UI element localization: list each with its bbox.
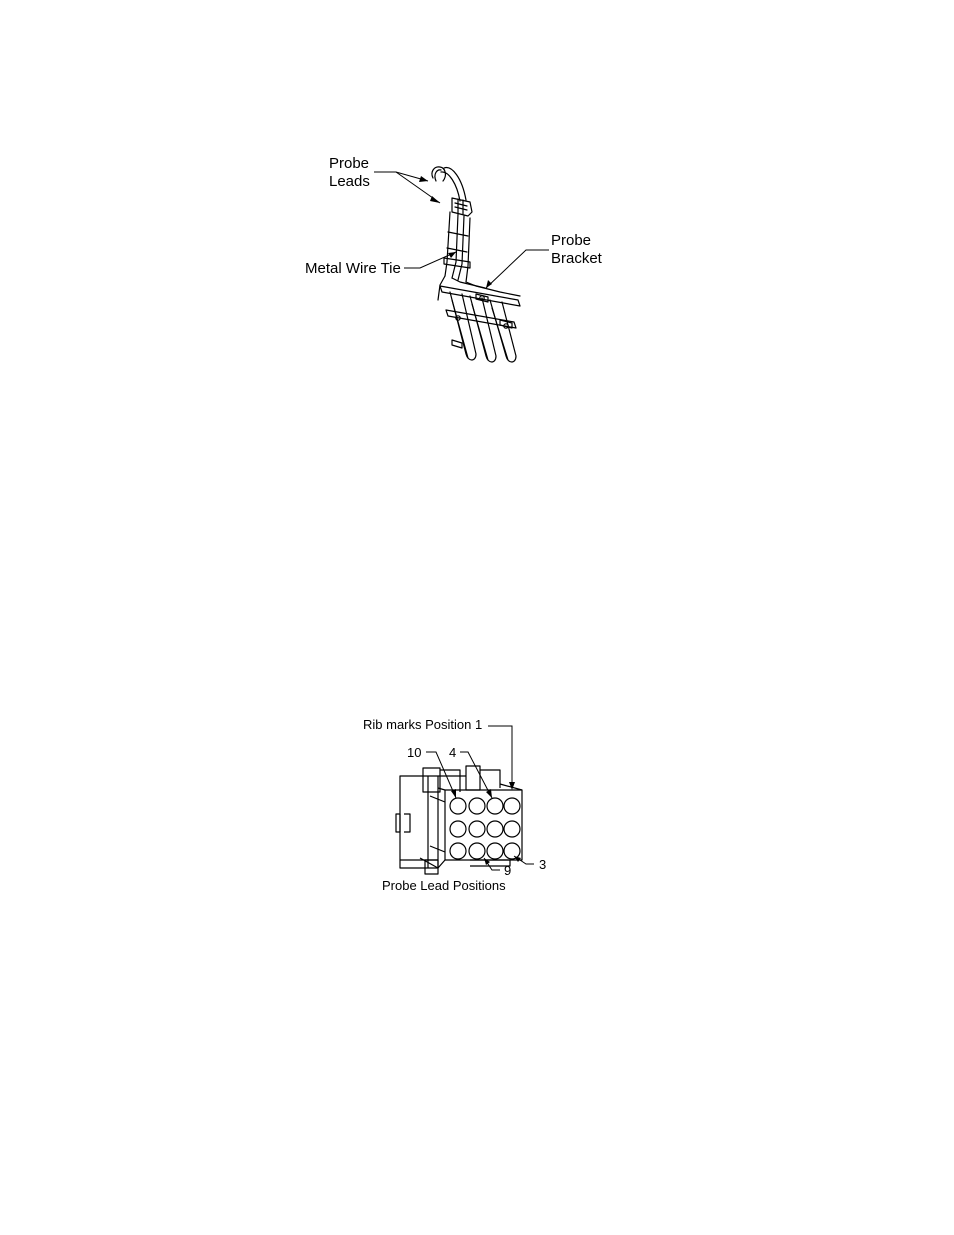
probe-lead-positions-caption: Probe Lead Positions (382, 878, 506, 893)
probe-bracket-label-line2: Bracket (551, 250, 602, 267)
position-3-label: 3 (539, 857, 547, 872)
rib-marks-label: Rib marks Position 1 (363, 717, 483, 732)
position-9-label: 9 (504, 863, 512, 878)
position-10-label: 10 (407, 745, 422, 760)
probe-leads-label-line1: Probe (329, 155, 370, 172)
position-4-label: 4 (449, 745, 457, 760)
probe-bracket-label-line1: Probe (551, 232, 592, 249)
metal-wire-tie-label: Metal Wire Tie (305, 260, 401, 277)
probe-leads-label-line2: Leads (329, 173, 370, 190)
